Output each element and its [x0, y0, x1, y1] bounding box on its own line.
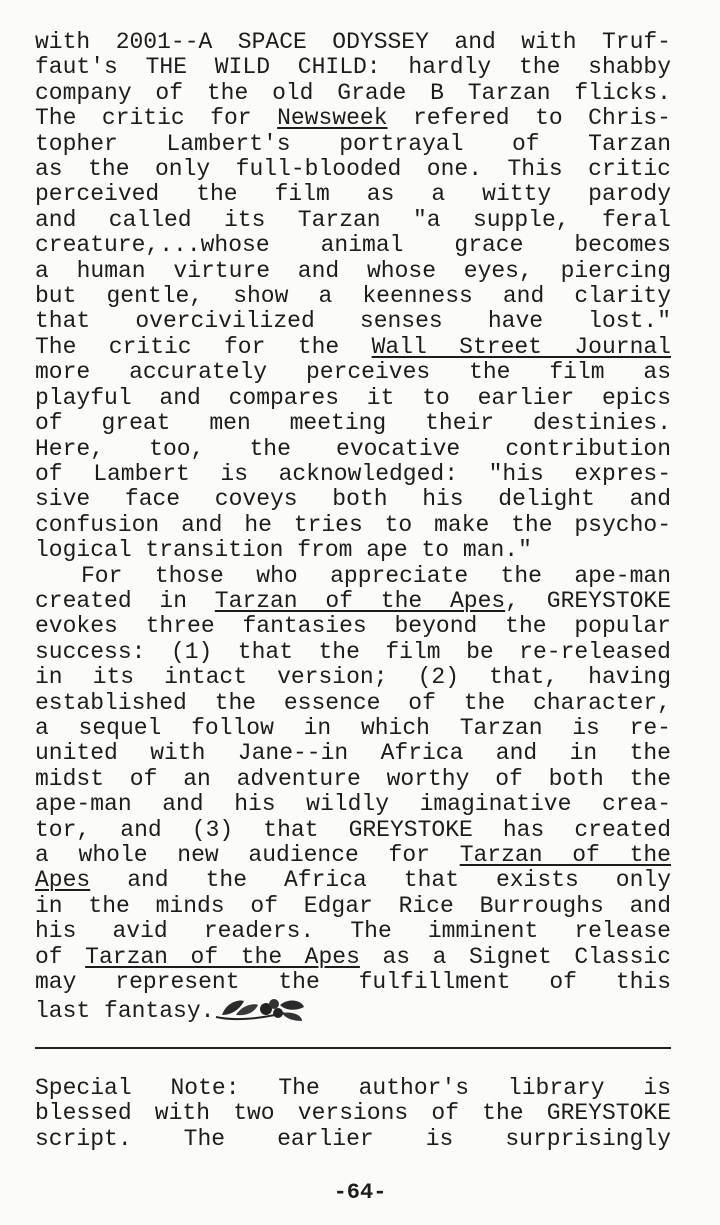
title-tarzan-of-the: Tarzan of the — [459, 842, 671, 868]
text-line: but gentle, show a keenness and clarity — [35, 283, 671, 310]
text-segment: The critic for — [35, 105, 278, 132]
text-segment: created in — [35, 587, 215, 614]
text-segment: , GREYSTOKE — [505, 587, 671, 614]
text-line: evokes three fantasies beyond the popular — [35, 613, 671, 640]
text-segment: a whole new audience for — [35, 842, 460, 868]
text-segment: as a Signet Classic — [359, 943, 671, 970]
text-segment: of — [35, 943, 86, 970]
text-line: as the only full-blooded one. This critic — [35, 156, 671, 183]
text-line: a sequel follow in which Tarzan is re- — [35, 714, 671, 741]
text-line: topher Lambert's portrayal of Tarzan — [35, 130, 671, 157]
paragraph-1 — [35, 30, 671, 564]
text-line: Here, too, the evocative contribution — [35, 435, 671, 462]
text-segment: refered to Chris- — [387, 105, 671, 132]
text-segment: The critic for the — [35, 333, 372, 360]
text-line: in its intact version; (2) that, having — [35, 664, 671, 691]
text-line — [35, 335, 671, 360]
text-line — [35, 945, 671, 970]
text-line: of Lambert is acknowledged: "his expres- — [35, 460, 671, 487]
text-line: a human virture and whose eyes, piercing — [35, 257, 671, 284]
text-line: established the essence of the character, — [35, 689, 671, 716]
text-line: tor, and (3) that GREYSTOKE has created — [35, 816, 671, 843]
text-line: midst of an adventure worthy of both the — [35, 765, 671, 792]
text-line: faut's THE WILD CHILD: hardly the shabby — [35, 54, 671, 81]
text-line: creature,...whose animal grace becomes — [35, 232, 671, 259]
text-line — [35, 868, 671, 893]
text-segment: last fantasy. — [35, 998, 215, 1025]
text-line: For those who appreciate the ape-man — [81, 562, 671, 589]
text-line: perceived the film as a witty parody — [35, 181, 671, 208]
text-line: with 2001--A SPACE ODYSSEY and with Truf- — [35, 29, 671, 55]
text-line: his avid readers. The imminent release — [35, 918, 671, 945]
text-line: script. The earlier is surprisingly — [35, 1125, 671, 1152]
text-line: united with Jane--in Africa and in the — [35, 740, 671, 767]
text-line: may represent the fulfillment of this — [35, 969, 671, 996]
title-tarzan-of-the-apes: Tarzan of the Apes — [214, 587, 506, 614]
text-line: confusion and he tries to make the psycho- — [35, 511, 671, 538]
text-line: playful and compares it to earlier epics — [35, 384, 671, 411]
text-line: success: (1) that the film be re-released — [35, 638, 671, 665]
leaf-ornament-icon — [214, 995, 308, 1023]
text-line: company of the old Grade B Tarzan flicks. — [35, 79, 671, 106]
text-line: ape-man and his wildly imaginative crea- — [35, 791, 671, 818]
text-line: sive face coveys both his delight and — [35, 486, 671, 513]
text-line: blessed with two versions of the GREYSTOKE — [35, 1100, 671, 1127]
text-line: and called its Tarzan "a supple, feral — [35, 206, 671, 233]
special-note — [35, 1076, 671, 1152]
text-segment: and the Africa that exists only — [90, 867, 671, 894]
title-tarzan-of-the-apes: Tarzan of the Apes — [85, 943, 360, 970]
text-line — [35, 589, 671, 614]
title-wall-street-journal: Wall Street Journal — [371, 333, 671, 360]
main-text — [35, 30, 671, 1025]
text-line: in the minds of Edgar Rice Burroughs and — [35, 892, 671, 919]
title-newsweek: Newsweek — [277, 105, 388, 132]
text-line — [35, 995, 671, 1024]
text-line: more accurately perceives the film as — [35, 359, 671, 386]
page-number: -64- — [333, 1180, 387, 1205]
title-apes: Apes — [35, 867, 91, 894]
section-divider — [35, 1047, 671, 1049]
paragraph-2 — [35, 564, 671, 1025]
text-line — [35, 843, 671, 868]
text-line — [35, 106, 671, 131]
text-line: Special Note: The author's library is — [35, 1075, 671, 1101]
text-line: of great men meeting their destinies. — [35, 410, 671, 437]
text-line: logical transition from ape to man." — [35, 537, 532, 564]
text-line: that overcivilized senses have lost." — [35, 308, 671, 335]
